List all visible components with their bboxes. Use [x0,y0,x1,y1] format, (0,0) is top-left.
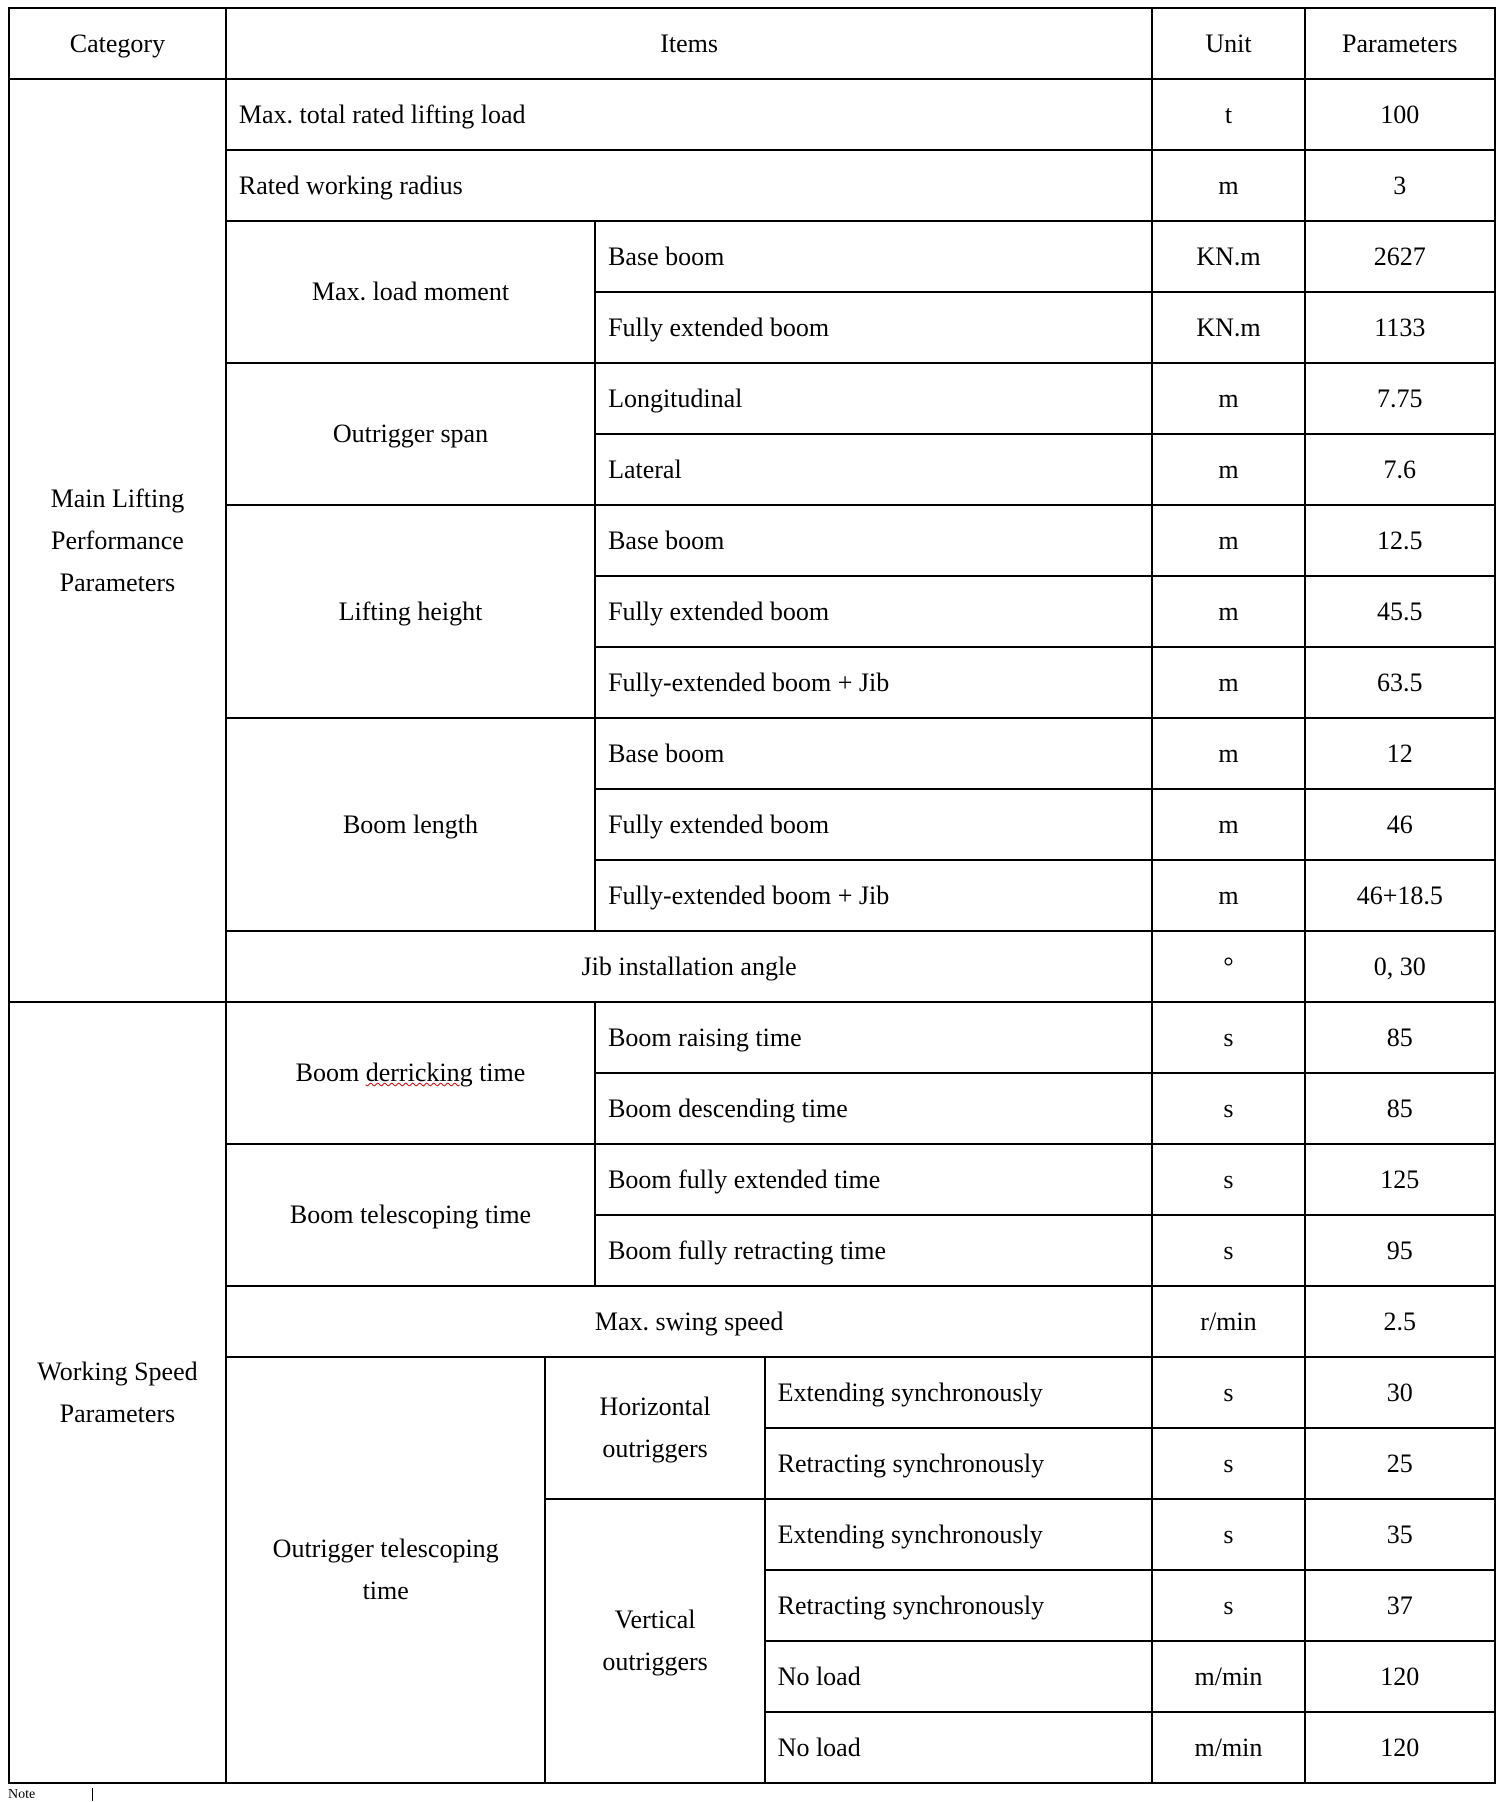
subitem-cell: Fully extended boom [595,789,1152,860]
unit-cell: s [1152,1428,1304,1499]
group-lifting-height: Lifting height [226,505,595,718]
table-row [9,505,1495,576]
unit-cell: m/min [1152,1641,1304,1712]
table-row [9,1286,1495,1357]
subitem-cell: Retracting synchronously [765,1428,1153,1499]
value-cell: 35 [1305,1499,1495,1570]
subgroup-vertical-outriggers: Vertical outriggers [545,1499,764,1783]
unit-cell: s [1152,1357,1304,1428]
table-row [9,718,1495,789]
value-cell: 12 [1305,718,1495,789]
subitem-cell: Fully extended boom [595,576,1152,647]
value-cell: 85 [1305,1002,1495,1073]
value-cell: 30 [1305,1357,1495,1428]
table-row [9,1002,1495,1073]
value-cell: 125 [1305,1144,1495,1215]
header-parameters: Parameters [1305,8,1495,79]
value-cell: 95 [1305,1215,1495,1286]
footer-note-fragment: Note [8,1787,36,1802]
group-outrigger-span: Outrigger span [226,363,595,505]
value-cell: 2627 [1305,221,1495,292]
unit-cell: KN.m [1152,292,1304,363]
subitem-cell: Lateral [595,434,1152,505]
header-unit: Unit [1152,8,1304,79]
unit-cell: m [1152,576,1304,647]
unit-cell: s [1152,1570,1304,1641]
category-main-lifting: Main Lifting Performance Parameters [9,79,226,1002]
subitem-cell: Boom raising time [595,1002,1152,1073]
item-jib-angle: Jib installation angle [226,931,1152,1002]
spellcheck-underline: derricking [365,1058,473,1087]
subitem-cell: Boom fully extended time [595,1144,1152,1215]
unit-cell: m [1152,789,1304,860]
value-cell: 45.5 [1305,576,1495,647]
unit-cell: s [1152,1215,1304,1286]
subitem-cell: Extending synchronously [765,1499,1153,1570]
value-cell: 120 [1305,1641,1495,1712]
group-boom-derricking: Boom derricking time [226,1002,595,1144]
unit-cell: s [1152,1002,1304,1073]
subitem-cell: Retracting synchronously [765,1570,1153,1641]
subitem-cell: Boom descending time [595,1073,1152,1144]
table-row [9,931,1495,1002]
subitem-cell: Base boom [595,718,1152,789]
header-row [9,8,1495,79]
unit-cell: ° [1152,931,1304,1002]
group-load-moment: Max. load moment [226,221,595,363]
unit-cell: m [1152,505,1304,576]
item-max-total-load: Max. total rated lifting load [226,79,1152,150]
value-cell: 25 [1305,1428,1495,1499]
value-cell: 120 [1305,1712,1495,1783]
subitem-cell: Longitudinal [595,363,1152,434]
unit-cell: s [1152,1144,1304,1215]
category-working-speed: Working Speed Parameters [9,1002,226,1783]
value-cell: 63.5 [1305,647,1495,718]
unit-cell: m [1152,363,1304,434]
subitem-cell: Base boom [595,505,1152,576]
table-row [9,1357,1495,1428]
table-row [9,79,1495,150]
unit-cell: m [1152,434,1304,505]
subitem-cell: Fully extended boom [595,292,1152,363]
value-cell: 7.6 [1305,434,1495,505]
item-max-swing-speed: Max. swing speed [226,1286,1152,1357]
value-cell: 37 [1305,1570,1495,1641]
value-cell: 3 [1305,150,1495,221]
subitem-cell: No load [765,1712,1153,1783]
unit-cell: m [1152,647,1304,718]
value-cell: 1133 [1305,292,1495,363]
unit-cell: m [1152,718,1304,789]
value-cell: 85 [1305,1073,1495,1144]
group-outrigger-telescoping: Outrigger telescoping time [226,1357,546,1783]
group-boom-length: Boom length [226,718,595,931]
value-cell: 2.5 [1305,1286,1495,1357]
table-row [9,363,1495,434]
table-row [9,1144,1495,1215]
table-row [9,221,1495,292]
unit-cell: m [1152,150,1304,221]
value-cell: 100 [1305,79,1495,150]
value-cell: 46+18.5 [1305,860,1495,931]
value-cell: 7.75 [1305,363,1495,434]
subitem-cell: Boom fully retracting time [595,1215,1152,1286]
subitem-cell: Base boom [595,221,1152,292]
subitem-cell: No load [765,1641,1153,1712]
text-cursor [92,1788,93,1801]
subitem-cell: Fully-extended boom + Jib [595,860,1152,931]
subitem-cell: Fully-extended boom + Jib [595,647,1152,718]
subitem-cell: Extending synchronously [765,1357,1153,1428]
unit-cell: m [1152,860,1304,931]
unit-cell: r/min [1152,1286,1304,1357]
group-boom-telescoping: Boom telescoping time [226,1144,595,1286]
header-items: Items [226,8,1152,79]
item-rated-radius: Rated working radius [226,150,1152,221]
unit-cell: s [1152,1499,1304,1570]
value-cell: 12.5 [1305,505,1495,576]
table-row [9,150,1495,221]
unit-cell: t [1152,79,1304,150]
value-cell: 46 [1305,789,1495,860]
unit-cell: KN.m [1152,221,1304,292]
specification-table [8,7,1496,1784]
value-cell: 0, 30 [1305,931,1495,1002]
subgroup-horizontal-outriggers: Horizontal outriggers [545,1357,764,1499]
unit-cell: s [1152,1073,1304,1144]
unit-cell: m/min [1152,1712,1304,1783]
header-category: Category [9,8,226,79]
